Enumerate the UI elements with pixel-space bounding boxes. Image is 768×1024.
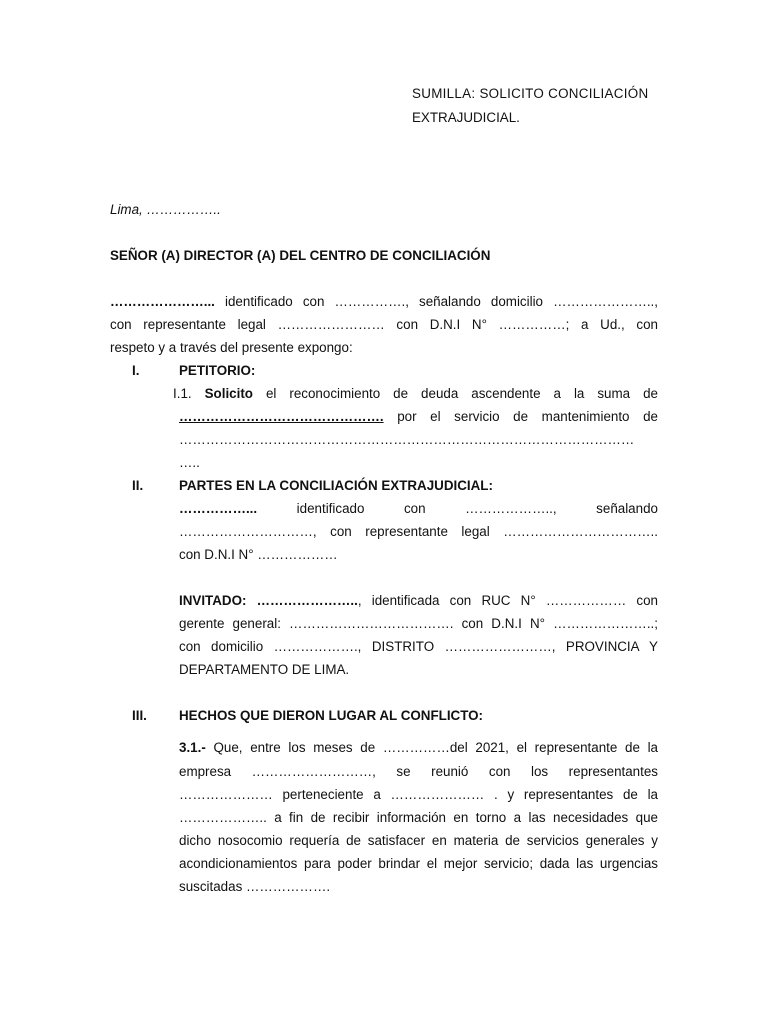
applicant-name-blank: …………………... — [110, 294, 215, 309]
intro-line-1 — [110, 294, 658, 314]
intro-line-2 — [110, 317, 658, 337]
petitorio-line-3: ………………………………………………………………………………………… — [179, 432, 635, 447]
section-1-numeral: I. — [132, 363, 140, 378]
sumilla-line-2: EXTRAJUDICIAL. — [412, 110, 520, 125]
parties-line-2 — [179, 524, 658, 544]
facts-line-2 — [179, 764, 658, 784]
facts-line-6 — [179, 856, 658, 876]
facts-line-1-text: Que, entre los meses de ……………del 2021, el representante de la — [205, 740, 658, 755]
petitorio-line-2 — [179, 409, 658, 429]
petitorio-line-1-text: el reconocimiento de deuda ascendente a la suma de — [252, 386, 658, 401]
invitado-line-2 — [179, 616, 658, 636]
petitorio-line-2-text: por el servicio de mantenimiento de — [383, 409, 658, 424]
petitorio-solicito: Solicito — [204, 386, 253, 401]
parties-word-identificado: identificado — [296, 501, 365, 516]
party-name-blank: ……………... — [179, 501, 258, 516]
invitado-line-3 — [179, 639, 658, 659]
petitorio-line-4: ….. — [179, 455, 200, 470]
parties-line-3: con D.N.I N° ……………… — [179, 547, 338, 562]
invitado-line-2-text: gerente general: ………………………………. con D.N.I N° …………………..; — [179, 616, 658, 631]
invitado-label: INVITADO: ………………….. — [179, 593, 358, 608]
section-2-numeral: II. — [132, 478, 144, 493]
invitado-line-3-text: con domicilio ………………., DISTRITO ……………………, PROVINCIA Y — [179, 639, 658, 654]
parties-word-senalando: señalando — [596, 501, 658, 516]
facts-line-2-text: empresa ………………………, se reunió con los representantes — [179, 764, 658, 779]
parties-blank: ……………….., — [465, 501, 557, 516]
facts-line-4 — [179, 810, 658, 830]
addressee-heading: SEÑOR (A) DIRECTOR (A) DEL CENTRO DE CONCILIACIÓN — [110, 248, 491, 263]
parties-line-1 — [179, 501, 658, 516]
parties-word-con: con — [403, 501, 426, 516]
invitado-line-4: DEPARTAMENTO DE LIMA. — [179, 662, 350, 677]
intro-line-2-text: con representante legal …………………… con D.N.I N° ……………; a Ud., con — [110, 317, 658, 332]
place-date: Lima, …………….. — [110, 202, 221, 217]
invitado-line-1-text: , identificada con RUC N° ……………… con — [357, 593, 658, 608]
invitado-line-1 — [179, 593, 658, 613]
facts-line-3 — [179, 787, 658, 807]
amount-blank: ………………………………………. — [179, 409, 384, 424]
sumilla-line-1: SUMILLA: SOLICITO CONCILIACIÓN — [412, 86, 649, 101]
facts-line-6-text: acondicionamientos para poder brindar el mejor servicio; dada las urgencias — [179, 856, 658, 871]
facts-item-number: 3.1.- — [179, 740, 206, 755]
facts-line-7: suscitadas ………………. — [179, 879, 331, 894]
intro-line-3: respeto y a través del presente expongo: — [110, 340, 353, 355]
intro-line-1-text: identificado con ……………., señalando domicilio ………………….., — [214, 294, 658, 309]
parties-line-2-text: …………………………, con representante legal …………………………….. — [179, 524, 658, 539]
section-3-title: HECHOS QUE DIERON LUGAR AL CONFLICTO: — [179, 708, 484, 723]
facts-line-5-text: dicho nosocomio requería de satisfacer en materia de servicios generales y — [179, 833, 658, 848]
facts-line-1 — [179, 740, 658, 760]
section-1-title: PETITORIO: — [179, 363, 256, 378]
petitorio-item-number: I.1. — [173, 386, 192, 401]
section-3-numeral: III. — [132, 708, 147, 723]
facts-line-5 — [179, 833, 658, 853]
facts-line-4-text: ……………….. a fin de recibir información en torno a las necesidades que — [179, 810, 658, 825]
section-2-title: PARTES EN LA CONCILIACIÓN EXTRAJUDICIAL: — [179, 478, 493, 493]
petitorio-line-1 — [173, 386, 658, 406]
facts-line-3-text: ………………… perteneciente a ………………… . y representantes de la — [179, 787, 658, 802]
